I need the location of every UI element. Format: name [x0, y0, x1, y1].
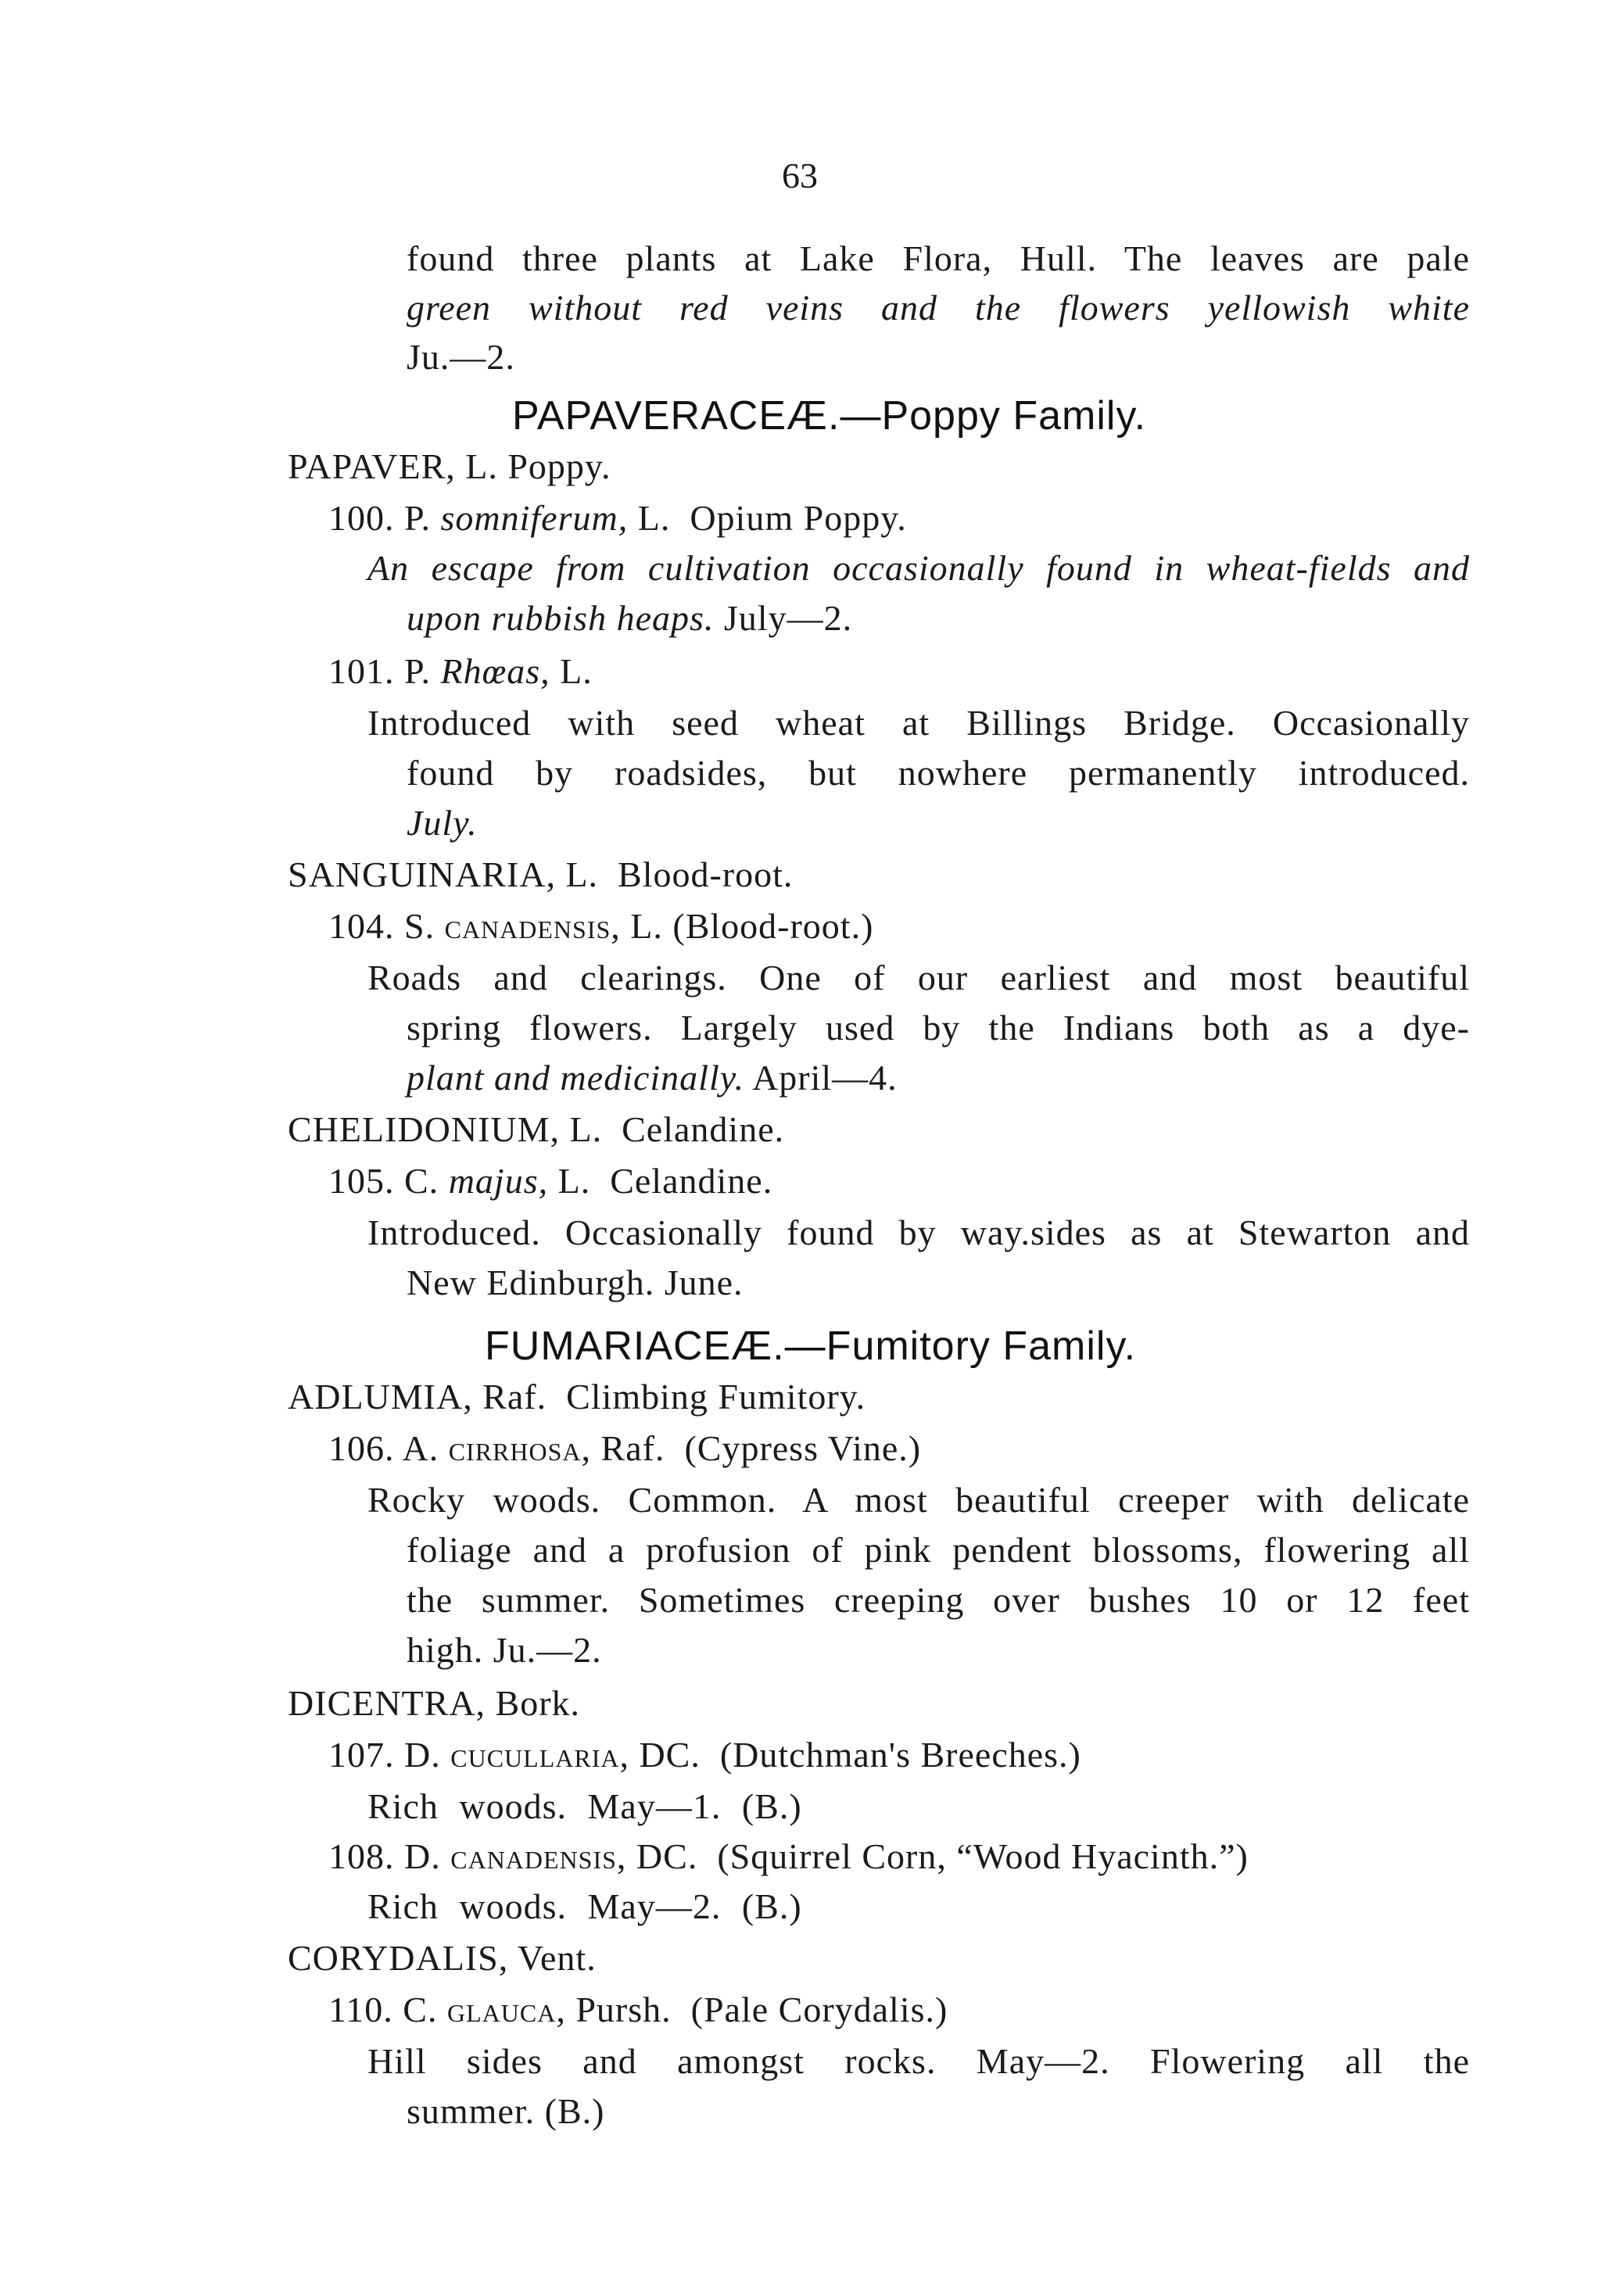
intro-line-3: Ju.—2.: [407, 337, 515, 377]
species-author: DC.: [636, 1836, 698, 1876]
genus-dicentra: [288, 1681, 580, 1726]
species-106-desc-1: Rocky woods. Common. A most beautiful creeper with delicate: [367, 1480, 1470, 1520]
genus-common-name: Celandine.: [622, 1109, 785, 1149]
species-genus-abbr: D.: [404, 1735, 441, 1775]
species-105-desc-1: Introduced. Occasionally found by way.sides as at Stewarton and: [367, 1212, 1470, 1252]
genus-papaver: [288, 444, 611, 489]
species-number: 110.: [328, 1990, 393, 2029]
species-epithet: cirrhosa,: [448, 1428, 592, 1468]
species-common-name: (Dutchman's Breeches.): [719, 1735, 1081, 1775]
species-number: 106.: [328, 1428, 395, 1468]
species-number: 108.: [328, 1836, 395, 1876]
species-genus-abbr: P.: [404, 651, 431, 691]
species-106-desc-4: high. Ju.—2.: [407, 1630, 602, 1670]
species-genus-abbr: C.: [404, 1161, 439, 1201]
intro-line-1: found three plants at Lake Flora, Hull. The leaves are pale: [407, 238, 1470, 278]
family-heading-fumariaceae: FUMARIACEÆ.—Fumitory Family.: [485, 1324, 1137, 1369]
species-author: DC.: [639, 1735, 701, 1775]
species-106-desc-2: foliage and a profusion of pink pendent blossoms, flowering all: [407, 1530, 1470, 1570]
species-genus-abbr: A.: [402, 1428, 439, 1468]
species-number: 100.: [328, 498, 395, 538]
genus-name: PAPAVER, L.: [288, 446, 498, 486]
species-epithet: canadensis,: [444, 906, 621, 946]
species-101-desc-1: Introduced with seed wheat at Billings Bridge. Occasionally: [367, 703, 1470, 743]
desc-rest: April—4.: [744, 1058, 898, 1098]
species-common-name: Opium Poppy.: [690, 498, 907, 538]
species-110-desc-2: summer. (B.): [407, 2091, 605, 2131]
desc-rest: July—2.: [714, 598, 853, 638]
species-epithet: somniferum,: [440, 498, 629, 538]
species-104: [328, 904, 873, 949]
species-104-desc-3: [407, 1055, 898, 1101]
species-number: 105.: [328, 1161, 395, 1201]
genus-common-name: Blood-root.: [618, 854, 794, 894]
species-100: [328, 496, 907, 541]
genus-common-name: Poppy.: [507, 446, 611, 486]
genus-corydalis: [288, 1936, 597, 1981]
species-101-desc-2: found by roadsides, but nowhere permanently introduced.: [407, 753, 1470, 793]
species-common-name: (Pale Corydalis.): [690, 1990, 948, 2029]
species-105-desc-2: New Edinburgh. June.: [407, 1263, 744, 1302]
species-number: 107.: [328, 1735, 395, 1775]
species-author: L.: [560, 651, 593, 691]
species-110: [328, 1987, 948, 2033]
species-common-name: (Squirrel Corn, “Wood Hyacinth.”): [717, 1836, 1249, 1876]
species-105: [328, 1159, 772, 1204]
species-number: 101.: [328, 651, 395, 691]
species-author: L.: [637, 498, 671, 538]
species-106: [328, 1426, 921, 1471]
genus-name: SANGUINARIA, L.: [288, 854, 599, 894]
genus-name: ADLUMIA, Raf.: [288, 1377, 547, 1417]
desc-italic: upon rubbish heaps.: [407, 598, 715, 638]
intro-line-2: green without red veins and the flowers yellowish white: [407, 288, 1470, 328]
genus-chelidonium: [288, 1107, 784, 1152]
genus-name: CORYDALIS, Vent.: [288, 1938, 597, 1978]
desc-italic: plant and medicinally.: [407, 1058, 745, 1098]
species-genus-abbr: S.: [404, 906, 435, 946]
family-heading-papaveraceae: PAPAVERACEÆ.—Poppy Family.: [512, 393, 1147, 439]
species-107: [328, 1732, 1081, 1778]
species-author: Raf.: [600, 1428, 665, 1468]
species-101-desc-3: July.: [407, 803, 478, 843]
species-author: L.: [630, 906, 663, 946]
genus-common-name: Climbing Fumitory.: [566, 1377, 866, 1417]
species-110-desc-1: Hill sides and amongst rocks. May—2. Flowering all the: [367, 2041, 1470, 2081]
species-author: L.: [557, 1161, 591, 1201]
species-104-desc-2: spring flowers. Largely used by the Indians both as a dye-: [407, 1008, 1470, 1048]
species-epithet: cucullaria,: [450, 1735, 629, 1775]
species-107-desc-1: Rich woods. May—1. (B.): [367, 1786, 802, 1826]
species-104-desc-1: Roads and clearings. One of our earliest and most beautiful: [367, 958, 1470, 998]
species-100-desc-1: An escape from cultivation occasionally found in wheat-fields and: [367, 548, 1470, 588]
genus-name: DICENTRA, Bork.: [288, 1683, 581, 1723]
species-epithet: canadensis,: [450, 1836, 627, 1876]
species-100-desc-2: [407, 596, 852, 641]
species-number: 104.: [328, 906, 395, 946]
genus-adlumia: [288, 1374, 866, 1420]
species-genus-abbr: C.: [403, 1990, 438, 2029]
species-genus-abbr: P.: [404, 498, 431, 538]
page-number: 63: [782, 156, 818, 195]
species-epithet: glauca,: [446, 1990, 566, 2029]
species-108: [328, 1834, 1249, 1879]
species-106-desc-3: the summer. Sometimes creeping over bushes 10 or 12 feet: [407, 1580, 1470, 1620]
species-common-name: (Blood-root.): [672, 906, 874, 946]
species-epithet: majus,: [448, 1161, 549, 1201]
species-genus-abbr: D.: [404, 1836, 441, 1876]
genus-name: CHELIDONIUM, L.: [288, 1109, 603, 1149]
species-108-desc-1: Rich woods. May—2. (B.): [367, 1886, 802, 1926]
genus-sanguinaria: [288, 852, 793, 897]
species-101: [328, 649, 593, 694]
species-author: Pursh.: [575, 1990, 672, 2029]
species-common-name: (Cypress Vine.): [684, 1428, 922, 1468]
species-common-name: Celandine.: [610, 1161, 773, 1201]
species-epithet: Rhœas,: [440, 651, 550, 691]
